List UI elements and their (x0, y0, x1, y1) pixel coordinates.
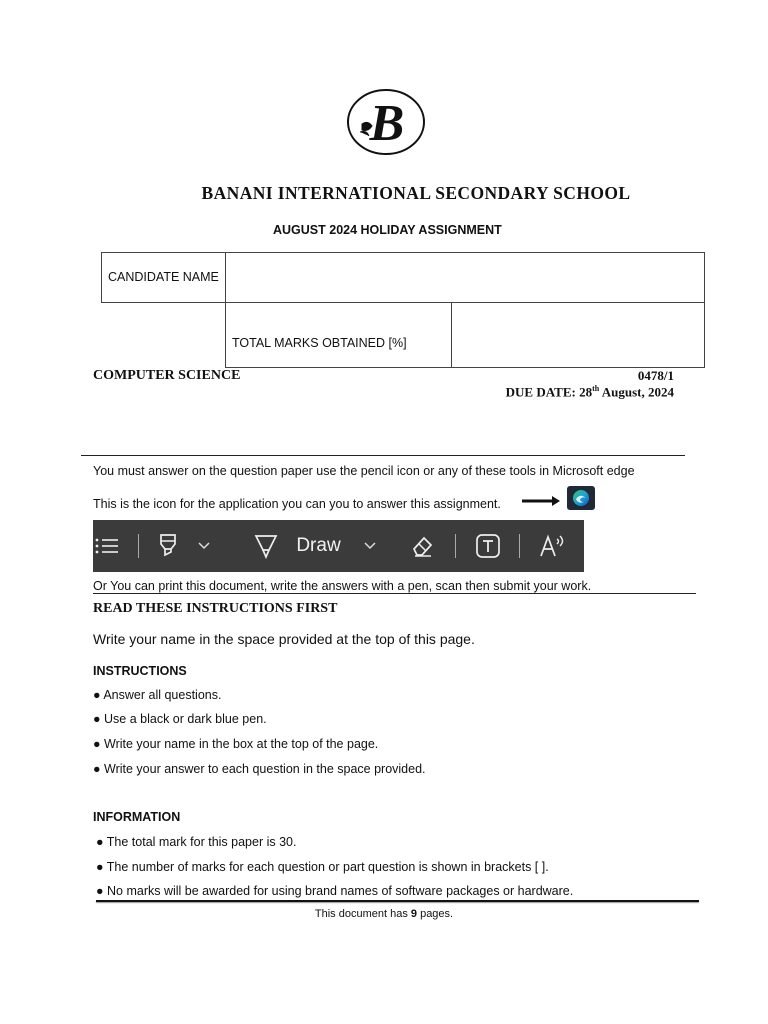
right-arrow-icon (522, 496, 560, 506)
due-date-sup: th (592, 384, 600, 393)
toolbar-separator (138, 534, 139, 558)
due-date-suffix: August, 2024 (599, 384, 674, 400)
read-aloud-icon[interactable] (537, 520, 567, 572)
divider-line (81, 455, 685, 456)
school-name: BANANI INTERNATIONAL SECONDARY SCHOOL (201, 183, 631, 203)
text-box-icon[interactable] (473, 520, 503, 572)
draw-label[interactable]: Draw (296, 535, 341, 556)
candidate-name-field[interactable] (225, 252, 705, 303)
instruction-item: ● Write your name in the box at the top of the page. (93, 737, 379, 751)
instruction-item: ● Answer all questions. (93, 688, 222, 702)
edge-info-line: This is the icon for the application you can you to answer this assignment. (93, 497, 501, 511)
school-logo (346, 88, 426, 156)
total-marks-label-cell (225, 302, 452, 368)
total-marks-field[interactable] (451, 302, 705, 368)
due-date-prefix: DUE DATE: 28 (505, 384, 593, 400)
pen-icon[interactable] (251, 520, 281, 572)
toolbar-separator (519, 534, 520, 558)
print-note-underline (93, 593, 696, 594)
instruction-item: ● Use a black or dark blue pen. (93, 712, 267, 726)
draw-chevron-down-icon[interactable] (361, 520, 379, 572)
information-item: ● No marks will be awarded for using brand names of software packages or hardware. (96, 884, 574, 898)
edge-draw-toolbar (93, 520, 584, 572)
subject-name: COMPUTER SCIENCE (93, 368, 241, 383)
information-heading: INFORMATION (93, 810, 181, 824)
total-marks-label: TOTAL MARKS OBTAINED [%] (232, 336, 407, 350)
read-first-heading: READ THESE INSTRUCTIONS FIRST (93, 601, 338, 616)
tools-info-line: You must answer on the question paper use the pencil icon or any of these tools in Microsoft edge (93, 464, 635, 478)
microsoft-edge-icon[interactable] (567, 486, 595, 510)
instruction-item: ● Write your answer to each question in the space provided. (93, 762, 426, 776)
bottom-rule (96, 900, 699, 902)
list-icon[interactable] (93, 520, 121, 572)
eraser-icon[interactable] (407, 520, 437, 572)
candidate-name-label-cell (101, 252, 226, 303)
instructions-heading: INSTRUCTIONS (93, 664, 187, 678)
page-count-number: 9 (410, 908, 418, 920)
toolbar-separator (455, 534, 456, 558)
subject-code: 0478/1 (637, 368, 674, 383)
print-note: Or You can print this document, write the answers with a pen, scan then submit your work. (93, 579, 592, 593)
due-date (480, 384, 674, 400)
information-item: ● The total mark for this paper is 30. (96, 835, 297, 849)
page-count-prefix: This document has (314, 908, 411, 920)
highlighter-icon[interactable] (153, 520, 183, 572)
page-count-suffix: pages. (417, 908, 454, 920)
svg-text:B: B (369, 95, 405, 152)
assignment-title: AUGUST 2024 HOLIDAY ASSIGNMENT (273, 223, 502, 237)
information-item: ● The number of marks for each question or part question is shown in brackets [ ]. (96, 860, 549, 874)
highlighter-chevron-down-icon[interactable] (195, 520, 213, 572)
candidate-name-label: CANDIDATE NAME (108, 270, 219, 284)
read-first-line: Write your name in the space provided at the top of this page. (93, 631, 475, 647)
page-count-footer (0, 908, 768, 920)
